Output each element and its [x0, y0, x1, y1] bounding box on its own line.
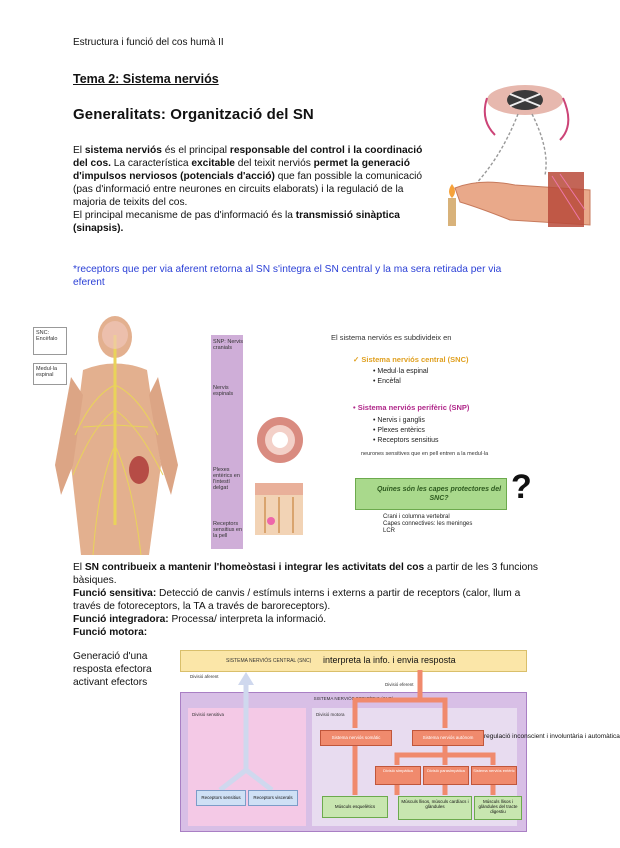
question-box: [355, 478, 507, 510]
body-illustration: [53, 315, 198, 555]
intro-paragraph: El sistema nerviós és el principal responsable del control i la coordinació del cos. La característica excitable del teixit nerviós permet la generació d'impulsos nerviosos (potencials d'acció) que fan possible la comunicació (pas d'informació entre neurones en circuits elaborats) i la regulació de la majoria de teixits del cos. El principal mecanisme de pas d'informació és la transmissió sinàptica (sinapsis).: [73, 145, 423, 234]
receptors-visceral-box: Receptors viscerals: [248, 790, 298, 806]
snc-item: • Encèfal: [373, 378, 401, 385]
motora-text: Generació d'una resposta efectora activant efectors: [73, 651, 152, 688]
skin-illustration: [255, 483, 303, 535]
snp-label: SNP: Nervis cranials: [213, 339, 243, 351]
document-header: Estructura i funció del cos humà II: [73, 37, 224, 48]
plexes-label: Plexes entèrics en l'intestí delgat: [213, 467, 240, 491]
snp-item: • Receptors sensitius: [373, 437, 439, 444]
answer-lines: [383, 514, 472, 535]
section-title: Tema 2: Sistema nerviós: [73, 72, 219, 86]
answer-line: Capes connectives: les meninges: [383, 521, 473, 527]
snc-annotation: interpreta la info. i envia resposta: [323, 655, 456, 665]
receptors-somatic-box: Receptors sensitius: [196, 790, 246, 806]
snp-item: • Plexes entèrics: [373, 427, 425, 434]
motor-label: Divisió motora: [316, 712, 345, 717]
snp-items: [373, 416, 439, 446]
sensitive-label: Divisió sensitiva: [192, 712, 225, 717]
question-mark: ?: [511, 468, 532, 506]
snp-item: • Nervis i ganglis: [373, 417, 425, 424]
medul-label-box: [33, 363, 67, 385]
intestine-illustration: [255, 415, 305, 465]
sympathetic-box: Divisió simpàtica: [375, 766, 421, 785]
snc-label: SNC: Encèfalo: [36, 330, 58, 342]
somatic-box: Sistema nerviós somàtic: [320, 730, 392, 746]
note-text: *receptors que per via aferent retorna al SN s'integra el SN central y la ma sera retirada per via eferent: [73, 264, 502, 288]
nervis-espinals-label: Nervis espinals: [213, 385, 234, 397]
snc-title: ✓ Sistema nerviós central (SNC): [353, 355, 469, 364]
autonomic-annotation: regulació inconscient i involuntària i automàtica: [484, 733, 620, 740]
enteric-box: Sistema nerviós entèric: [471, 766, 517, 785]
page-title: Generalitats: Organització del SN: [73, 106, 314, 123]
smooth-box: Músculs llisos, músculs cardíacs i glàndules: [398, 796, 472, 820]
candle: [448, 198, 456, 226]
gi-box: Músculs llisos i glàndules del tracte digestiu: [474, 796, 522, 820]
snp-bar-label: SISTEMA NERVIÓS PERIFÈRIC (SNP): [313, 696, 394, 701]
answer-line: Crani i columna vertebral: [383, 514, 450, 520]
answer-line: LCR: [383, 528, 396, 534]
skeletal-box: Músculs esquelètics: [322, 796, 388, 818]
muscle-section: [548, 172, 584, 227]
snc-label-box: [33, 327, 67, 355]
parasympathetic-box: Divisió parasimpàtica: [423, 766, 469, 785]
reflex-illustration: [440, 80, 600, 235]
snp-column: [211, 335, 243, 549]
subdivision-heading: El sistema nerviós es subdivideix en: [331, 333, 452, 342]
functions-text: El SN contribueix a mantenir l'homeòstasi i integrar les activitats del cos a partir de les 3 funcions bàsiques. Funció sensitiva: Detecció de canvis / estímuls interns i externs a partir de receptors (calor, llum a través de fotoreceptors, la TA a través de baroreceptors). Funció integradora: Processa/ interpreta la informació. Funció motora:: [73, 562, 539, 638]
afferent-label: Divisió aferent: [190, 674, 219, 679]
snp-title: • Sistema nerviós perifèric (SNP): [353, 403, 470, 412]
snc-bar-label: SISTEMA NERVIÓS CENTRAL (SNC): [226, 658, 312, 664]
snc-items: [373, 367, 428, 387]
medul-label: Medul·la espinal: [36, 366, 58, 378]
autonomic-box: Sistema nerviós autònom: [412, 730, 484, 746]
question-text: Quines són les capes protectores del SNC?: [376, 486, 502, 502]
efferent-label: Divisió eferent: [385, 682, 414, 687]
receptors-label: Receptors sensitius en la pell: [213, 521, 243, 539]
organization-diagram: [180, 650, 620, 830]
snp-note: neurones sensitives que en pell entren a la medul·la: [361, 451, 489, 457]
nervous-system-figure: [33, 315, 578, 555]
snc-item: • Medul·la espinal: [373, 368, 429, 375]
